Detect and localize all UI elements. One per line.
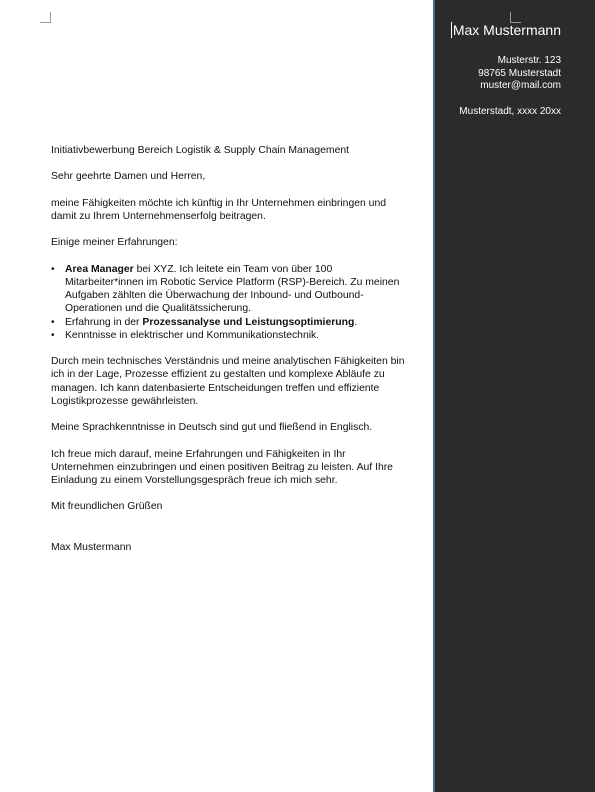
bullet-suffix: . <box>354 316 358 328</box>
experience-heading: Einige meiner Erfahrungen: <box>51 237 178 249</box>
sender-street: Musterstr. 123 <box>497 55 561 66</box>
list-item <box>51 316 406 329</box>
list-item: • Kenntnisse in elektrischer und Kommunikationstechnik. <box>51 329 406 342</box>
crop-mark-left <box>40 12 51 23</box>
paragraph-closing: Ich freue mich darauf, meine Erfahrungen und Fähigkeiten in Ihr Unternehmen einzubringen und einen positiven Beitrag zu leisten. Auf Ihre Einladung zu einem Vorstellungsgespräch freue ich mich sehr. <box>51 448 393 486</box>
paragraph-skills: Durch mein technisches Verständnis und meine analytischen Fähigkeiten bin ich in der Lage, Prozesse effizient zu gestalten und komplexe Abläufe zu managen. Ich kann datenbasierte Entscheidungen treffen und effiziente Logistikprozesse gewährleisten. <box>51 356 405 407</box>
bullet-bold: Area Manager <box>65 263 134 275</box>
closing-phrase: Mit freundlichen Grüßen <box>51 501 163 513</box>
sender-sidebar <box>433 0 595 792</box>
letter-intro: meine Fähigkeiten möchte ich künftig in Ihr Unternehmen einbringen und damit zu Ihrem Unternehmenserfolg beitragen. <box>51 197 387 222</box>
bullet-text: bei XYZ. Ich leitete ein Team von über 100 Mitarbeiter*innen im Robotic Service Platform (RSP)-Bereich. Zu meinen Aufgaben zählten die Überwachung der Inbound- und Outbound-Operationen und die Qualitätssicherung. <box>65 263 400 315</box>
bullet-bold: Prozessanalyse und Leistungsoptimierung <box>142 316 355 328</box>
sender-email: muster@mail.com <box>480 80 561 91</box>
experience-list <box>51 263 406 342</box>
crop-mark-right <box>510 12 521 23</box>
sender-name[interactable]: Max Mustermann <box>452 22 561 38</box>
sender-place-date: Musterstadt, xxxx 20xx <box>459 106 561 117</box>
paragraph-languages: Meine Sprachkenntnisse in Deutsch sind gut und fließend in Englisch. <box>51 422 373 434</box>
letter-salutation: Sehr geehrte Damen und Herren, <box>51 171 206 183</box>
letter-body <box>51 144 406 567</box>
signature-gap <box>51 527 406 541</box>
sender-city: 98765 Musterstadt <box>478 67 561 79</box>
list-item <box>51 263 406 316</box>
signature-name: Max Mustermann <box>51 541 132 553</box>
letter-subject: Initiativbewerbung Bereich Logistik & Supply Chain Management <box>51 145 350 156</box>
sender-address <box>478 55 561 93</box>
bullet-prefix: Erfahrung in der <box>65 316 143 328</box>
